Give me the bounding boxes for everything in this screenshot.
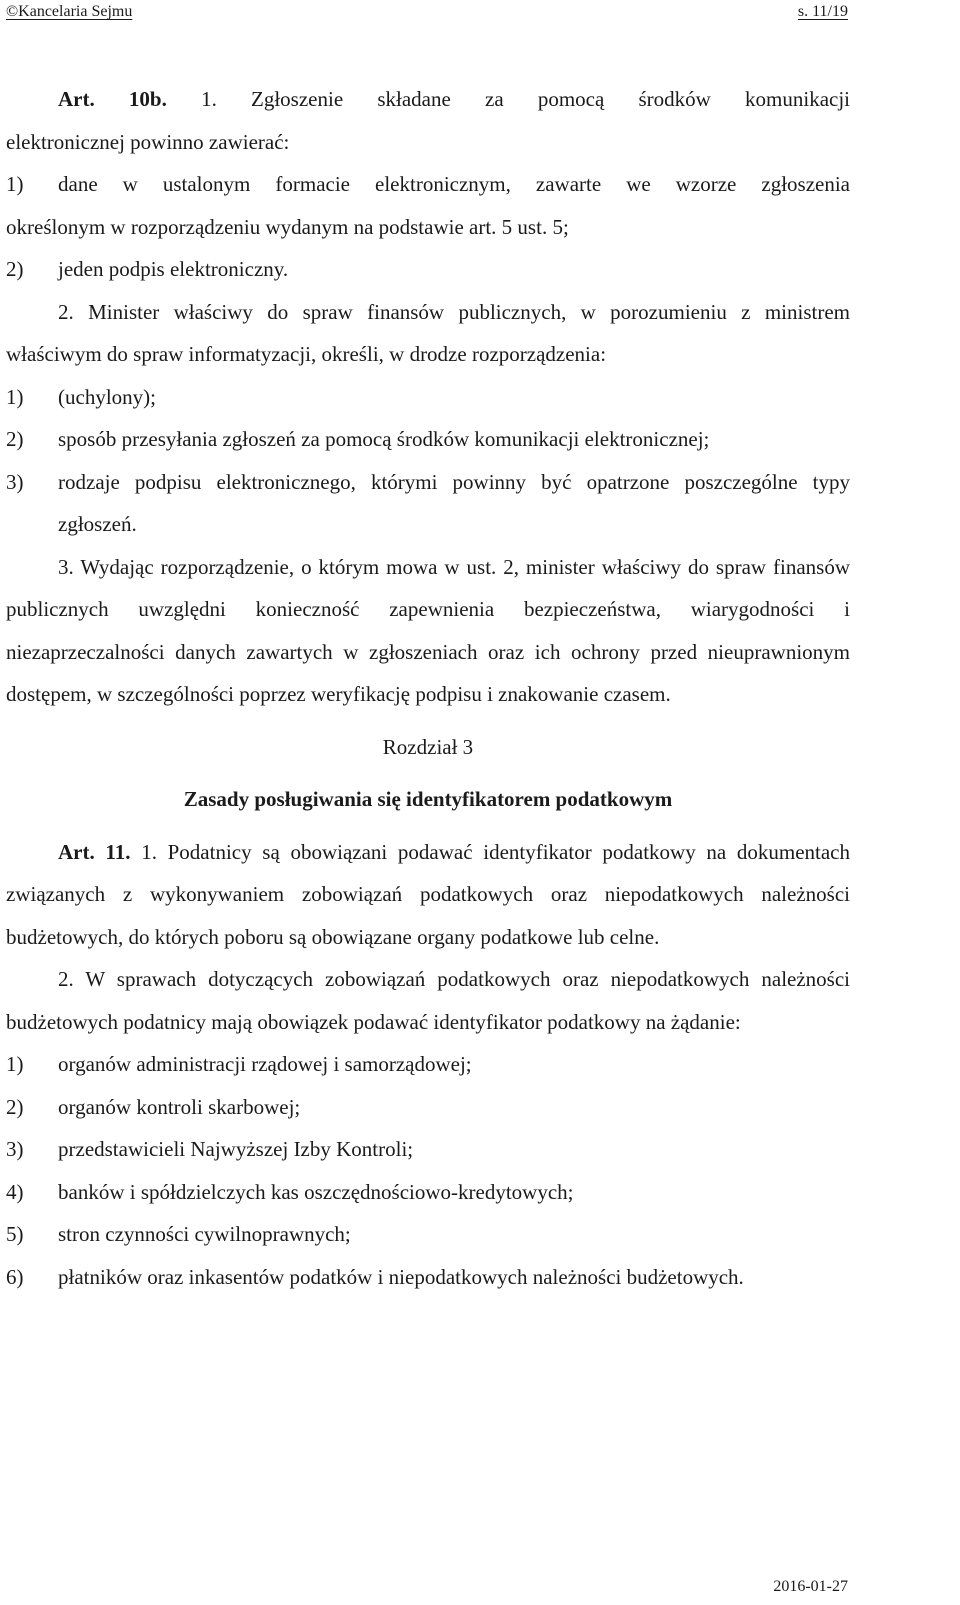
list-item <box>6 1171 850 1214</box>
list-item-text: (uchylony); <box>58 384 156 409</box>
list-item-text: dane w ustalonym formacie elektronicznym, zawarte we wzorze zgłoszenia <box>58 172 850 196</box>
list-item <box>6 1128 850 1171</box>
list-item-number: 2) <box>6 257 24 281</box>
art10b-paragraph-1 <box>6 78 850 121</box>
list-item-text: rodzaje podpisu elektronicznego, którymi powinny być opatrzone poszczególne typy zgłoszeń. <box>58 469 850 536</box>
list-item-number: 5) <box>6 1222 24 1246</box>
list-item-text: organów administracji rządowej i samorządowej; <box>58 1052 472 1076</box>
article-heading: Art. 10b. <box>58 87 167 111</box>
page-footer-date: 2016-01-27 <box>773 1578 848 1595</box>
list-item-text: przedstawicieli Najwyższej Izby Kontroli; <box>58 1137 414 1161</box>
list-item-number: 3) <box>6 469 24 494</box>
page-header <box>6 0 848 24</box>
list-item <box>6 461 850 546</box>
list-item <box>6 376 850 419</box>
list-item-text: sposób przesyłania zgłoszeń za pomocą środków komunikacji elektronicznej; <box>58 427 710 451</box>
list-item <box>6 1213 850 1256</box>
art10b-paragraph-1-cont: elektronicznej powinno zawierać: <box>6 129 290 154</box>
list-item-text: jeden podpis elektroniczny. <box>58 257 289 281</box>
list-item-number: 1) <box>6 384 24 409</box>
list-item <box>6 1086 850 1129</box>
list-item-text: organów kontroli skarbowej; <box>58 1094 301 1119</box>
art10b-p1-text: 1. Zgłoszenie składane za pomocą środków komunikacji <box>201 87 851 111</box>
list-item <box>6 248 850 291</box>
list-item-text: stron czynności cywilnoprawnych; <box>58 1222 351 1246</box>
copyright-notice: ©Kancelaria Sejmu <box>6 3 133 20</box>
list-item <box>6 418 850 461</box>
list-item-number: 3) <box>6 1137 24 1161</box>
list-item-text: banków i spółdzielczych kas oszczędnościowo-kredytowych; <box>58 1179 574 1204</box>
art10b-paragraph-2: 2. Minister właściwy do spraw finansów publicznych, w porozumieniu z ministrem właściwym do spraw informatyzacji, określi, w drodze rozporządzenia: <box>6 299 850 366</box>
art11-paragraph-2: 2. W sprawach dotyczących zobowiązań podatkowych oraz niepodatkowych należności budżetowych podatnicy mają obowiązek podawać identyfikator podatkowy na żądanie: <box>6 967 850 1034</box>
art11-paragraph-1 <box>6 831 850 959</box>
chapter-number: Rozdział 3 <box>382 734 474 759</box>
page-number: s. 11/19 <box>797 3 848 20</box>
list-item-number: 2) <box>6 427 24 451</box>
list-item <box>6 1043 850 1086</box>
list-item-number: 6) <box>6 1264 24 1289</box>
document-body <box>6 78 850 1298</box>
art10b-paragraph-3: 3. Wydając rozporządzenie, o którym mowa w ust. 2, minister właściwy do spraw finansów publicznych uwzględni konieczność zapewnienia bezpieczeństwa, wiarygodności i niezaprzeczalności danych zawartych w zgłoszeniach oraz ich ochrony przed nieuprawnionym dostępem, w szczególności poprzez weryfikację podpisu i znakowanie czasem. <box>6 554 850 706</box>
list-item-number: 4) <box>6 1179 24 1204</box>
list-item-text: płatników oraz inkasentów podatków i niepodatkowych należności budżetowych. <box>58 1264 744 1289</box>
list-item <box>6 163 850 206</box>
list-item-number: 2) <box>6 1094 24 1119</box>
chapter-title: Zasady posługiwania się identyfikatorem podatkowym <box>183 787 673 811</box>
list-item-number: 1) <box>6 1052 24 1076</box>
article-heading: Art. 11. <box>58 839 131 864</box>
list-item <box>6 1256 850 1299</box>
art11-p1-text: 1. Podatnicy są obowiązani podawać identyfikator podatkowy na dokumentach związanych z wykonywaniem zobowiązań podatkowych oraz niepodatkowych należności budżetowych, do których poboru są obowiązane organy podatkowe lub celne. <box>6 839 850 949</box>
list-item-number: 1) <box>6 172 24 196</box>
list-item-text-cont: określonym w rozporządzeniu wydanym na podstawie art. 5 ust. 5; <box>6 214 569 239</box>
